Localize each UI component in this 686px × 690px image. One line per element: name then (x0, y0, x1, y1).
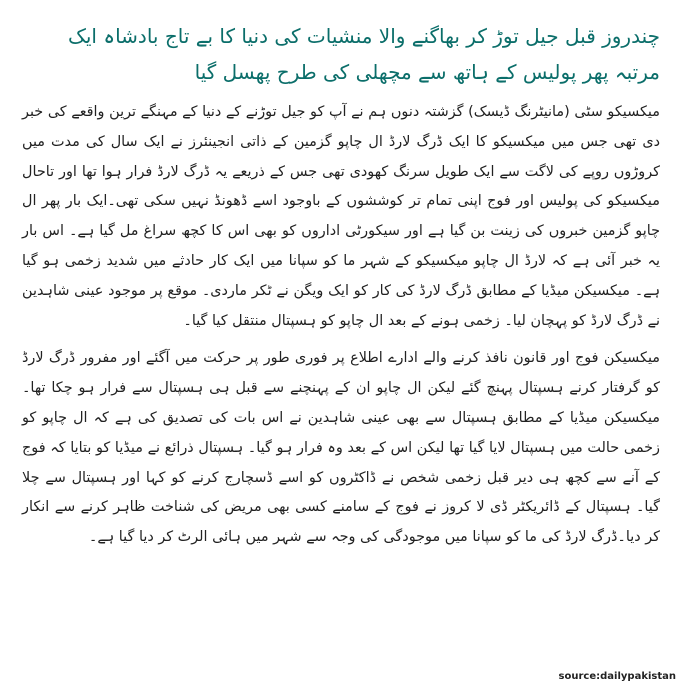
article-paragraph-2: میکسیکن فوج اور قانون نافذ کرنے والے ادارے اطلاع پر فوری طور پر حرکت میں آگئے اور مفرور ڈرگ لارڈ کو گرفتار کرنے ہسپتال پہنچ گئے لیکن ال چاپو ان کے پہنچنے سے قبل ہی ہسپتال سے فرار ہو چکا تھا۔ میکسیکن میڈیا کے مطابق ہسپتال سے بھی عینی شاہدین نے اس بات کی تصدیق کی ہے کہ ال چاپو کو زخمی حالت میں ہسپتال لایا گیا تھا لیکن اس کے بعد وہ فرار ہو گیا۔ ہسپتال ذرائع نے میڈیا کو بتایا کہ فوج کے آنے سے کچھ ہی دیر قبل زخمی شخص نے ڈاکٹروں کو اسے ڈسچارج کرنے کو کہا اور ہسپتال سے چلا گیا۔ ہسپتال کے ڈائریکٹر ڈی لا کروز نے فوج کے سامنے کسی بھی مریض کی شناخت ظاہر کرنے سے انکار کر دیا۔ڈرگ لارڈ کی ما کو سپانا میں موجودگی کی وجہ سے شہر میں ہائی الرٹ کر دیا گیا ہے۔ (22, 350, 660, 546)
article-headline: چندروز قبل جیل توڑ کر بھاگنے والا منشیات کی دنیا کا بے تاج بادشاہ ایک مرتبہ پھر پولیس کے ہاتھ سے مچھلی کی طرح پھسل گیا (67, 24, 660, 84)
article-paragraph-1: میکسیکو سٹی (مانیٹرنگ ڈیسک) گزشتہ دنوں ہم نے آپ کو جیل توڑنے کے دنیا کے مہنگے ترین واقعے کی خبر دی تھی جس میں میکسیکو کا ایک ڈرگ لارڈ ال چاپو گزمین کے ذاتی انجینئرز نے ایک سال کی مدت میں کروڑوں روپے کی لاگت سے ایک طویل سرنگ کھودی تھی جس کے ذریعے یہ ڈرگ لارڈ فرار ہوا تھا اور تاحال میکسیکو کی پولیس اور فوج اپنی تمام تر کوششوں کے باوجود اسے ڈھونڈ نہیں سکی تھی۔ایک بار پھر ال چاپو گزمین خبروں کی زینت بن گیا ہے اور سیکورٹی اداروں کو بھی اس کا کچھ سراغ مل گیا ہے۔ اس بار یہ خبر آئی ہے کہ لارڈ ال چاپو میکسیکو کے شہر ما کو سپانا میں ایک کار حادثے میں شدید زخمی ہو گیا ہے۔ میکسیکن میڈیا کے مطابق ڈرگ لارڈ کی کار کو ایک ویگن نے ٹکر ماردی۔ موقع پر موجود عینی شاہدین نے ڈرگ لارڈ کو پہچان لیا۔ زخمی ہونے کے بعد ال چاپو کو ہسپتال منتقل کیا گیا۔ (22, 104, 660, 329)
source-credit: source:dailypakistan (558, 671, 676, 682)
